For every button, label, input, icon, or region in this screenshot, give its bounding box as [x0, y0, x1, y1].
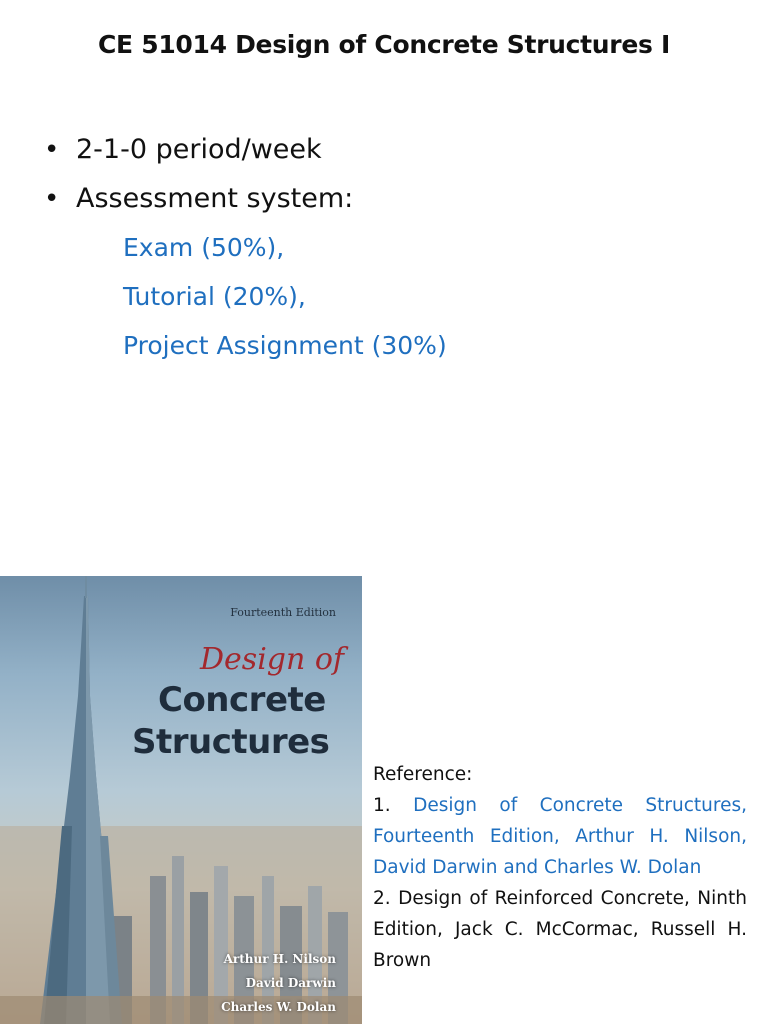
reference-item-2: 2. Design of Reinforced Concrete, Ninth Edition, Jack C. McCormac, Russell H. Brown: [373, 888, 747, 971]
bullet-assessment: • Assessment system:: [44, 177, 353, 226]
assessment-list: [123, 226, 447, 373]
assessment-project: Project Assignment (30%): [123, 331, 447, 360]
reference-block: [373, 759, 747, 976]
reference-heading: Reference:: [373, 764, 473, 785]
assessment-exam: Exam (50%),: [123, 233, 285, 262]
reference-item-1: [373, 790, 747, 883]
bullet-periods: • 2-1-0 period/week: [44, 128, 353, 177]
cover-title-line2: Concrete: [158, 680, 326, 720]
reference-item-1-text: Design of Concrete Structures, Fourteenth Edition, Arthur H. Nilson, David Darwin and Charles W. Dolan: [373, 795, 747, 878]
reference-item-1-number: 1.: [373, 795, 391, 816]
cover-author-1: Arthur H. Nilson: [223, 952, 336, 966]
slide-title: CE 51014 Design of Concrete Structures I: [98, 30, 670, 59]
assessment-tutorial: Tutorial (20%),: [123, 282, 306, 311]
cover-title-line3: Structures: [132, 722, 330, 762]
cover-edition: Fourteenth Edition: [230, 606, 336, 619]
cover-title-line1: Design of: [200, 642, 345, 677]
cover-author-2: David Darwin: [245, 976, 336, 990]
cover-author-3: Charles W. Dolan: [221, 1000, 336, 1014]
book-cover-image: [0, 576, 362, 1024]
bullet-list: [44, 128, 353, 226]
